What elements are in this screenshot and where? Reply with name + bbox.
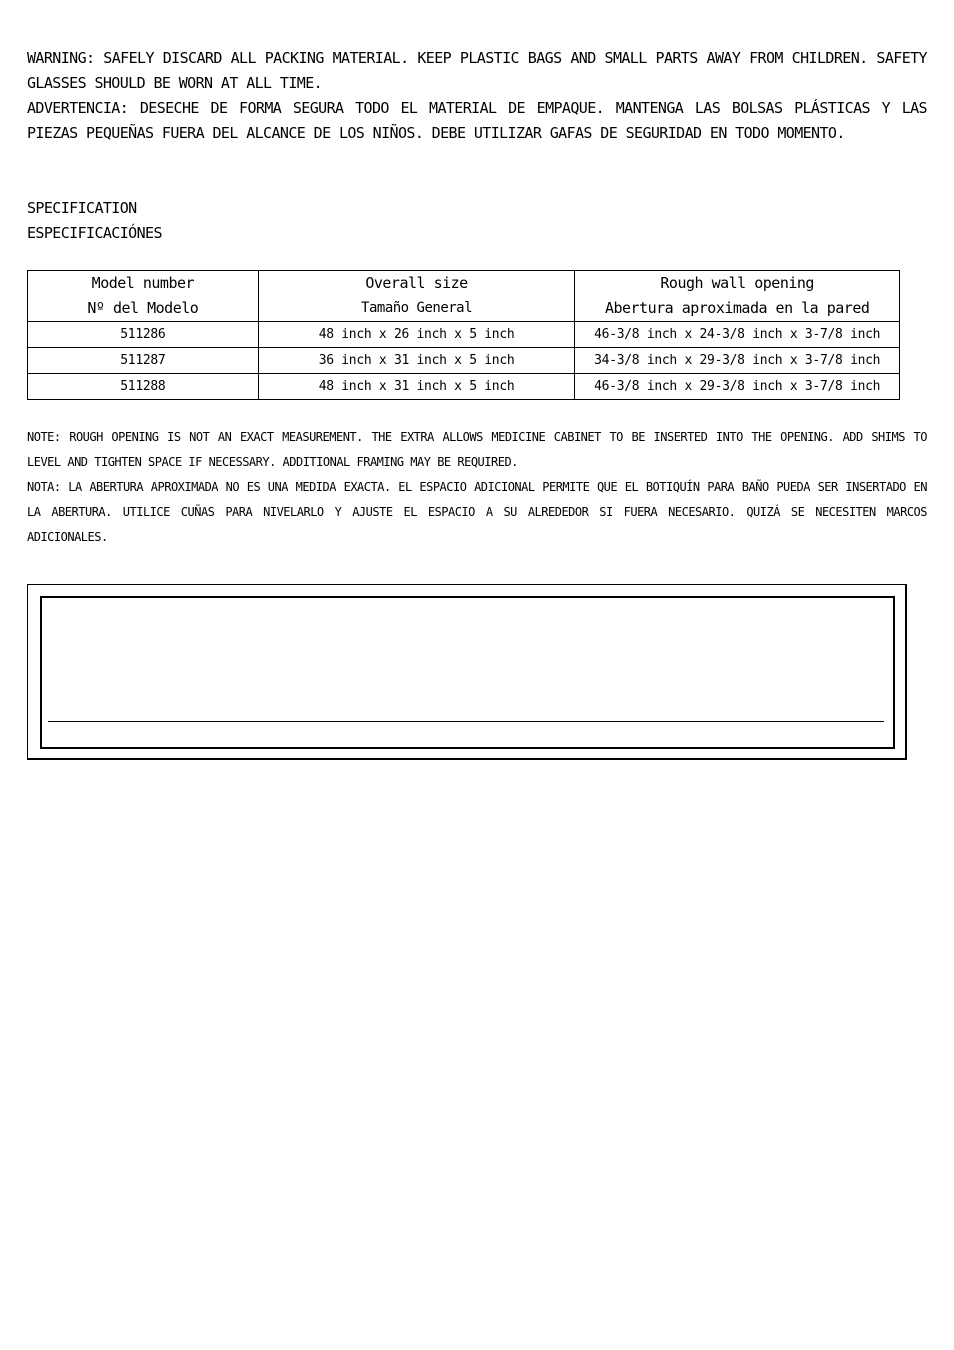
cell-model: 511287 [28, 348, 259, 374]
cell-rough-opening: 46-3/8 inch x 29-3/8 inch x 3-7/8 inch [575, 374, 900, 400]
inner-frame-divider [48, 721, 884, 722]
warning-text-es: ADVERTENCIA: DESECHE DE FORMA SEGURA TODO EL MATERIAL DE EMPAQUE. MANTENGA LAS BOLSAS PLÁSTICAS Y LAS PIEZAS PEQUEÑAS FUERA DEL ALCANCE DE LOS NIÑOS. DEBE UTILIZAR GAFAS DE SEGURIDAD EN TODO MOMENTO. [27, 99, 927, 142]
note-block [27, 425, 927, 550]
outer-frame-shadow-right [905, 584, 907, 760]
specification-title-en: SPECIFICATION [27, 199, 137, 217]
warning-text-en: WARNING: SAFELY DISCARD ALL PACKING MATERIAL. KEEP PLASTIC BAGS AND SMALL PARTS AWAY FROM CHILDREN. SAFETY GLASSES SHOULD BE WORN AT ALL TIME. [27, 49, 927, 92]
note-text-es: NOTA: LA ABERTURA APROXIMADA NO ES UNA MEDIDA EXACTA. EL ESPACIO ADICIONAL PERMITE QUE EL BOTIQUÍN PARA BAÑO PUEDA SER INSERTADO EN LA ABERTURA. UTILICE CUÑAS PARA NIVELARLO Y AJUSTE EL ESPACIO A SU ALREDEDOR SI FUERA NECESARIO. QUIZÁ SE NECESITEN MARCOS ADICIONALES. [27, 480, 927, 544]
warning-block [27, 46, 927, 146]
table-row [28, 322, 900, 348]
cell-model: 511288 [28, 374, 259, 400]
column-header-label: Model number [91, 274, 195, 292]
table-row [28, 374, 900, 400]
column-header-label-es: Abertura aproximada en la pared [604, 299, 870, 317]
specification-heading [27, 196, 162, 246]
inner-frame-box [40, 596, 895, 749]
cell-overall-size: 48 inch x 26 inch x 5 inch [258, 322, 575, 348]
column-header-label-es: Tamaño General [361, 300, 473, 316]
note-text-en: NOTE: ROUGH OPENING IS NOT AN EXACT MEASUREMENT. THE EXTRA ALLOWS MEDICINE CABINET TO BE INSERTED INTO THE OPENING. ADD SHIMS TO LEVEL AND TIGHTEN SPACE IF NECESSARY. ADDITIONAL FRAMING MAY BE REQUIRED. [27, 430, 927, 469]
column-header-label-es: Nº del Modelo [87, 299, 199, 317]
column-header-label: Rough wall opening [660, 274, 814, 292]
cell-model: 511286 [28, 322, 259, 348]
column-header-label: Overall size [365, 274, 468, 292]
outer-frame-shadow-bottom [27, 758, 907, 760]
cell-overall-size: 48 inch x 31 inch x 5 inch [258, 374, 575, 400]
cell-overall-size: 36 inch x 31 inch x 5 inch [258, 348, 575, 374]
specification-title-es: ESPECIFICACIÓNES [27, 224, 162, 242]
table-header-row [28, 271, 900, 322]
column-header-rough-opening [575, 271, 900, 322]
table-row [28, 348, 900, 374]
column-header-overall-size [258, 271, 575, 322]
column-header-model [28, 271, 259, 322]
cell-rough-opening: 34-3/8 inch x 29-3/8 inch x 3-7/8 inch [575, 348, 900, 374]
specification-table [27, 270, 900, 400]
cell-rough-opening: 46-3/8 inch x 24-3/8 inch x 3-7/8 inch [575, 322, 900, 348]
